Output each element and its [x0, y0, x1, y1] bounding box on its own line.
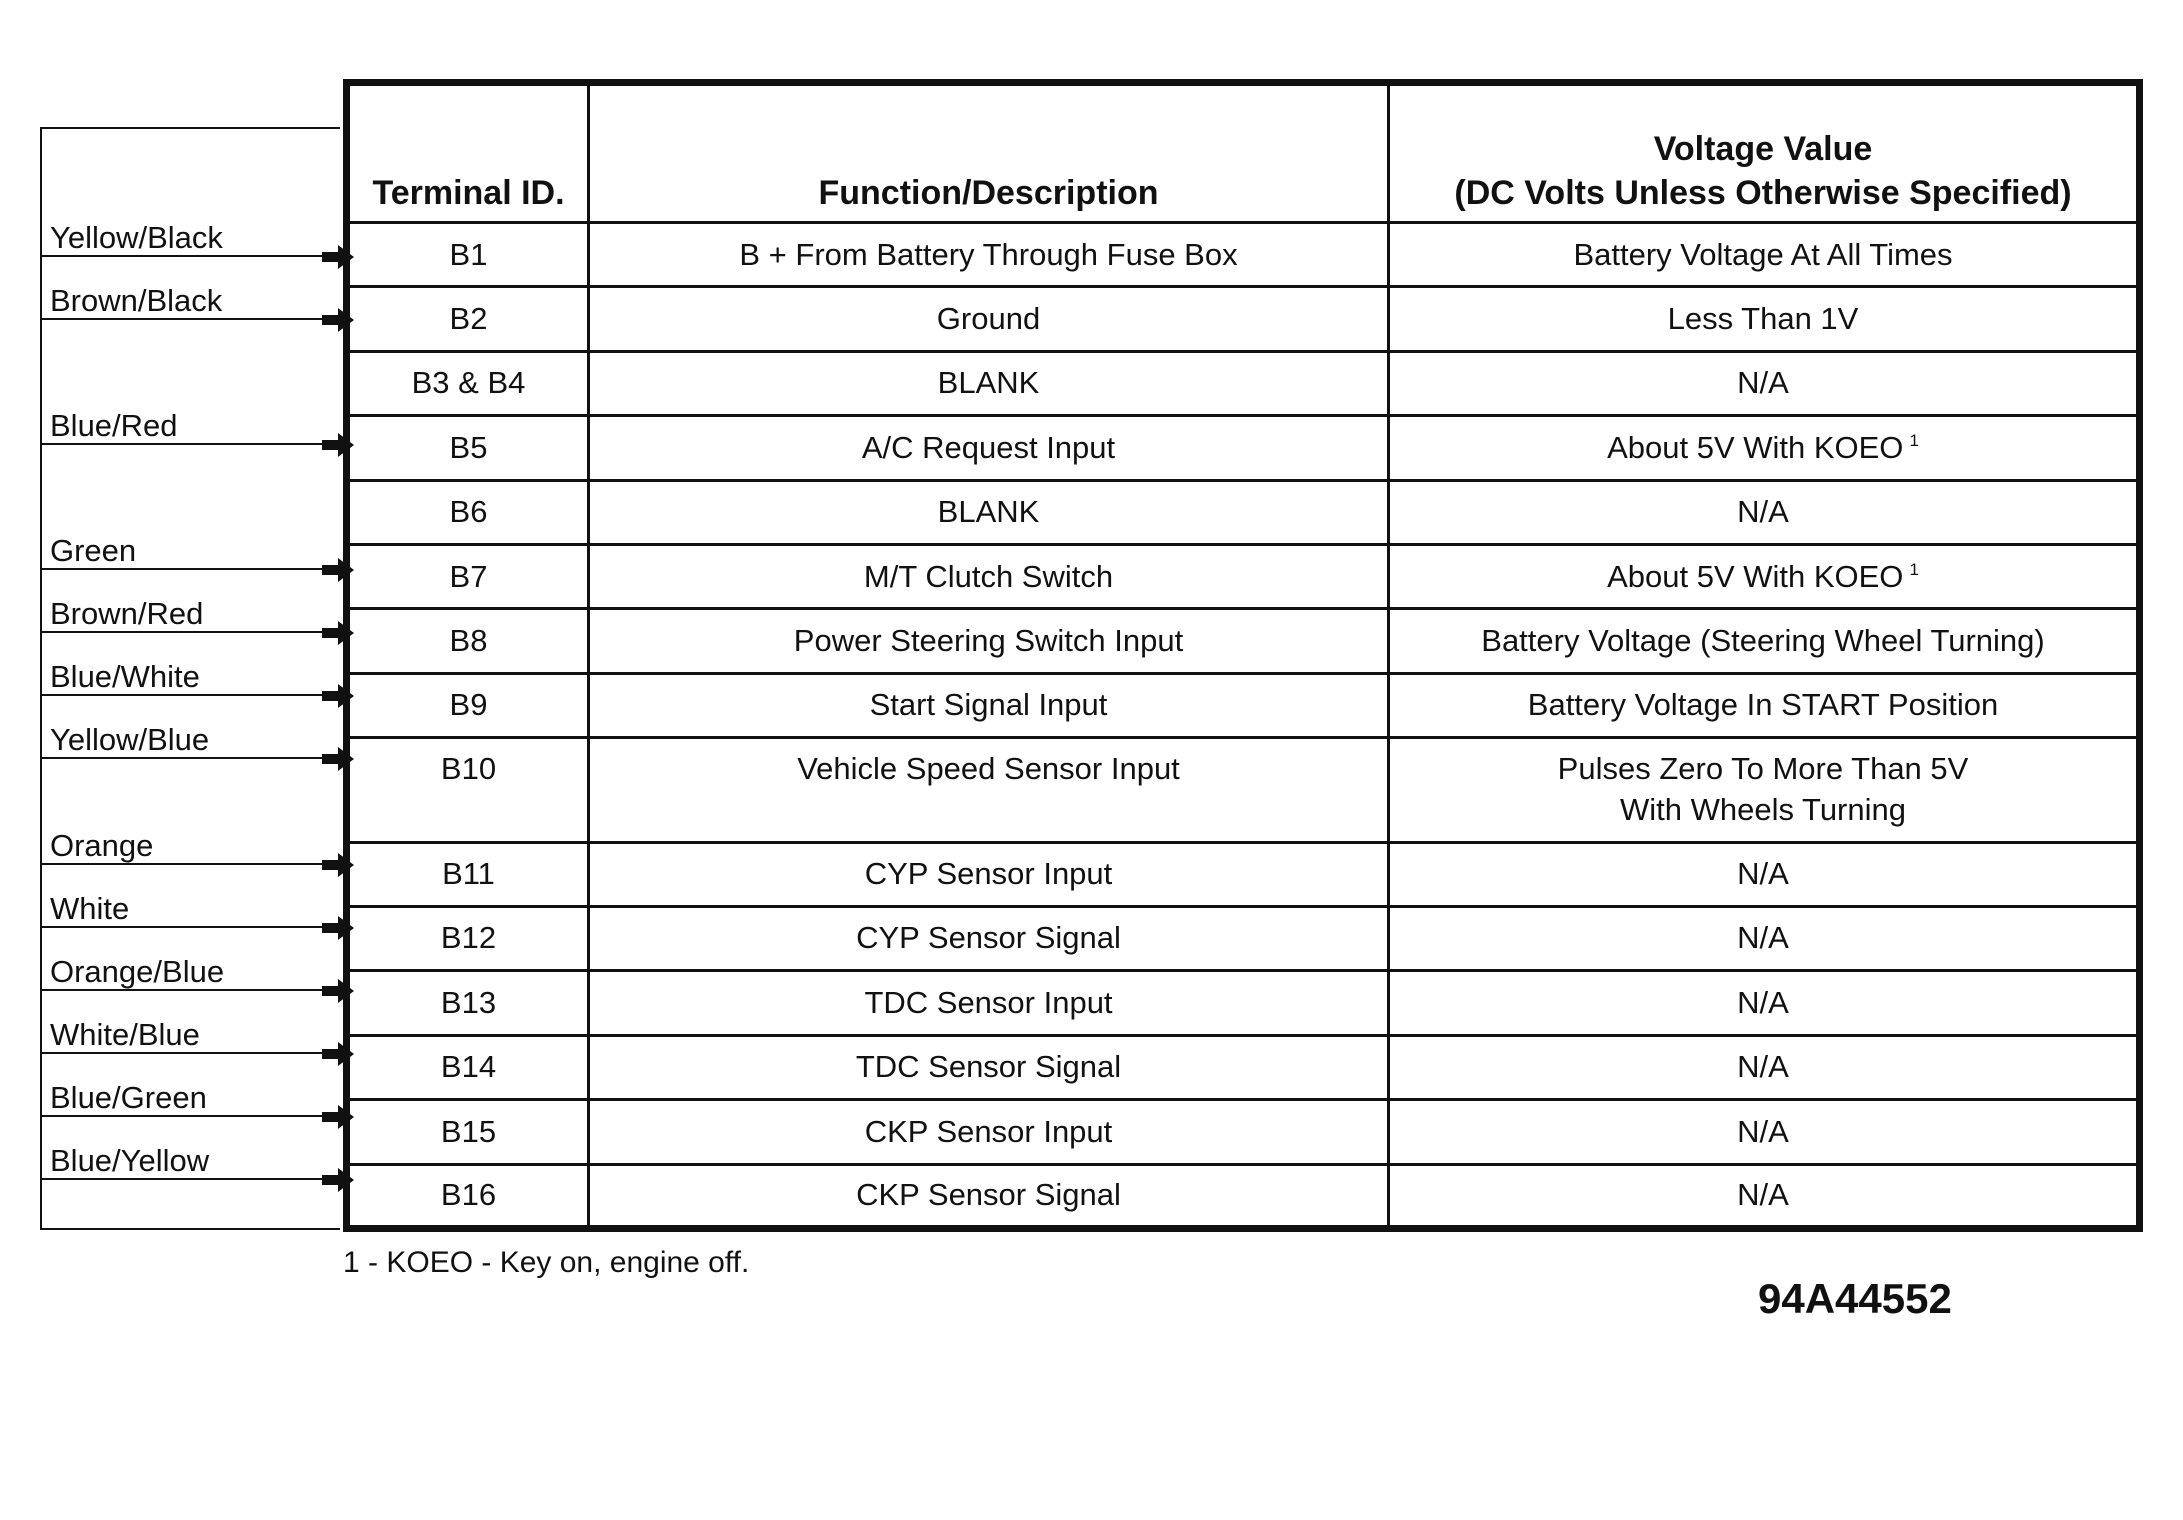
wire-color-label: Green	[50, 533, 137, 568]
wire-label-row	[42, 408, 324, 445]
terminal-id-cell: B5	[347, 416, 589, 480]
table-row	[347, 1164, 2140, 1228]
table-row	[347, 673, 2140, 737]
voltage-value: N/A	[1737, 920, 1789, 956]
terminal-id-cell: B2	[347, 287, 589, 351]
wire-line	[42, 1178, 324, 1180]
wire-color-label: Blue/Green	[50, 1080, 207, 1115]
wire-label-row	[42, 220, 324, 257]
wire-label-row	[42, 283, 324, 320]
function-cell: TDC Sensor Signal	[589, 1035, 1389, 1099]
header-terminal-id: Terminal ID.	[347, 83, 589, 223]
function-cell: CKP Sensor Signal	[589, 1164, 1389, 1228]
wire-label-row	[42, 954, 324, 991]
header-voltage	[1389, 83, 2140, 223]
voltage-value: Battery Voltage At All Times	[1573, 236, 1953, 272]
wire-label-row	[42, 659, 324, 696]
terminal-id-cell: B9	[347, 673, 589, 737]
table-header-row	[347, 83, 2140, 223]
voltage-cell	[1389, 480, 2140, 544]
terminal-id-cell: B12	[347, 906, 589, 970]
wire-line	[42, 255, 324, 257]
voltage-value-line2: With Wheels Turning	[1620, 791, 1906, 827]
terminal-id-cell: B13	[347, 971, 589, 1035]
voltage-value: Battery Voltage In START Position	[1527, 687, 1999, 723]
function-cell: CYP Sensor Input	[589, 842, 1389, 906]
voltage-value: About 5V With KOEO	[1607, 558, 1904, 594]
wire-line	[42, 757, 324, 759]
voltage-value: N/A	[1737, 856, 1789, 892]
table-row	[347, 609, 2140, 673]
terminal-id-cell: B14	[347, 1035, 589, 1099]
wire-line	[42, 926, 324, 928]
footnote: 1 - KOEO - Key on, engine off.	[343, 1246, 750, 1279]
terminal-id-cell: B6	[347, 480, 589, 544]
table-row	[347, 545, 2140, 609]
function-cell: Ground	[589, 287, 1389, 351]
voltage-cell	[1389, 223, 2140, 287]
voltage-cell	[1389, 1100, 2140, 1164]
footnote-marker: 1	[1909, 560, 1919, 580]
wire-color-label: Blue/Red	[50, 408, 178, 443]
voltage-cell	[1389, 416, 2140, 480]
voltage-value: About 5V With KOEO	[1607, 429, 1904, 465]
table-row	[347, 287, 2140, 351]
wire-label-row	[42, 1017, 324, 1054]
header-voltage-subtitle: (DC Volts Unless Otherwise Specified)	[1454, 173, 2072, 212]
function-cell: M/T Clutch Switch	[589, 545, 1389, 609]
table-row	[347, 906, 2140, 970]
function-cell: B + From Battery Through Fuse Box	[589, 223, 1389, 287]
figure-id: 94A44552	[1758, 1275, 1952, 1322]
wire-line	[42, 568, 324, 570]
wire-color-label: Yellow/Black	[50, 220, 223, 255]
voltage-cell	[1389, 609, 2140, 673]
wire-color-label: Blue/Yellow	[50, 1143, 210, 1178]
header-voltage-title: Voltage Value	[1653, 129, 1873, 168]
function-cell: TDC Sensor Input	[589, 971, 1389, 1035]
table-row	[347, 351, 2140, 415]
voltage-value: N/A	[1737, 1049, 1789, 1085]
wire-color-label: Brown/Black	[50, 283, 223, 318]
terminal-id-cell: B1	[347, 223, 589, 287]
voltage-value: N/A	[1737, 1113, 1789, 1149]
voltage-value: N/A	[1737, 494, 1789, 530]
voltage-cell	[1389, 287, 2140, 351]
table-row	[347, 223, 2140, 287]
voltage-cell	[1389, 545, 2140, 609]
terminal-id-cell: B3 & B4	[347, 351, 589, 415]
wire-line	[42, 694, 324, 696]
voltage-cell	[1389, 1164, 2140, 1228]
wire-color-label: Orange/Blue	[50, 954, 225, 989]
table-row	[347, 1100, 2140, 1164]
wire-label-row	[42, 722, 324, 759]
wire-label-row	[42, 1143, 324, 1180]
wire-color-label: Brown/Red	[50, 596, 204, 631]
wire-label-row	[42, 891, 324, 928]
function-cell: CKP Sensor Input	[589, 1100, 1389, 1164]
wire-label-row	[42, 1080, 324, 1117]
footnote-marker: 1	[1909, 431, 1919, 451]
function-cell: BLANK	[589, 351, 1389, 415]
table-row	[347, 842, 2140, 906]
terminal-id-cell: B16	[347, 1164, 589, 1228]
table-row	[347, 1035, 2140, 1099]
wire-line	[42, 1115, 324, 1117]
table-row	[347, 480, 2140, 544]
voltage-cell	[1389, 673, 2140, 737]
voltage-cell	[1389, 351, 2140, 415]
function-cell: Power Steering Switch Input	[589, 609, 1389, 673]
voltage-value: Pulses Zero To More Than 5V	[1557, 751, 1969, 787]
wire-label-row	[42, 533, 324, 570]
voltage-value: Battery Voltage (Steering Wheel Turning)	[1481, 622, 2045, 658]
function-cell: BLANK	[589, 480, 1389, 544]
table-row	[347, 738, 2140, 842]
terminal-id-cell: B15	[347, 1100, 589, 1164]
terminal-table	[343, 79, 2143, 1232]
wire-label-row	[42, 596, 324, 633]
wire-color-panel	[40, 127, 340, 1230]
voltage-cell	[1389, 842, 2140, 906]
wire-color-label: White	[50, 891, 130, 926]
terminal-id-cell: B8	[347, 609, 589, 673]
wire-label-row	[42, 828, 324, 865]
header-function: Function/Description	[589, 83, 1389, 223]
function-cell: Vehicle Speed Sensor Input	[589, 738, 1389, 842]
voltage-value: N/A	[1737, 984, 1789, 1020]
function-cell: A/C Request Input	[589, 416, 1389, 480]
wire-line	[42, 443, 324, 445]
function-cell: Start Signal Input	[589, 673, 1389, 737]
voltage-value: N/A	[1737, 365, 1789, 401]
voltage-cell	[1389, 971, 2140, 1035]
voltage-value: N/A	[1737, 1177, 1789, 1213]
voltage-value: Less Than 1V	[1667, 300, 1859, 336]
terminal-id-cell: B11	[347, 842, 589, 906]
table-row	[347, 416, 2140, 480]
wire-line	[42, 631, 324, 633]
wire-color-label: Yellow/Blue	[50, 722, 210, 757]
table-row	[347, 971, 2140, 1035]
wire-line	[42, 1052, 324, 1054]
terminal-id-cell: B10	[347, 738, 589, 842]
wire-line	[42, 318, 324, 320]
wire-line	[42, 989, 324, 991]
function-cell: CYP Sensor Signal	[589, 906, 1389, 970]
voltage-cell	[1389, 1035, 2140, 1099]
table-body	[347, 223, 2140, 1229]
wire-color-label: Orange	[50, 828, 154, 863]
voltage-cell	[1389, 738, 2140, 842]
wire-color-label: Blue/White	[50, 659, 200, 694]
wire-color-label: White/Blue	[50, 1017, 200, 1052]
voltage-cell	[1389, 906, 2140, 970]
wire-line	[42, 863, 324, 865]
terminal-id-cell: B7	[347, 545, 589, 609]
